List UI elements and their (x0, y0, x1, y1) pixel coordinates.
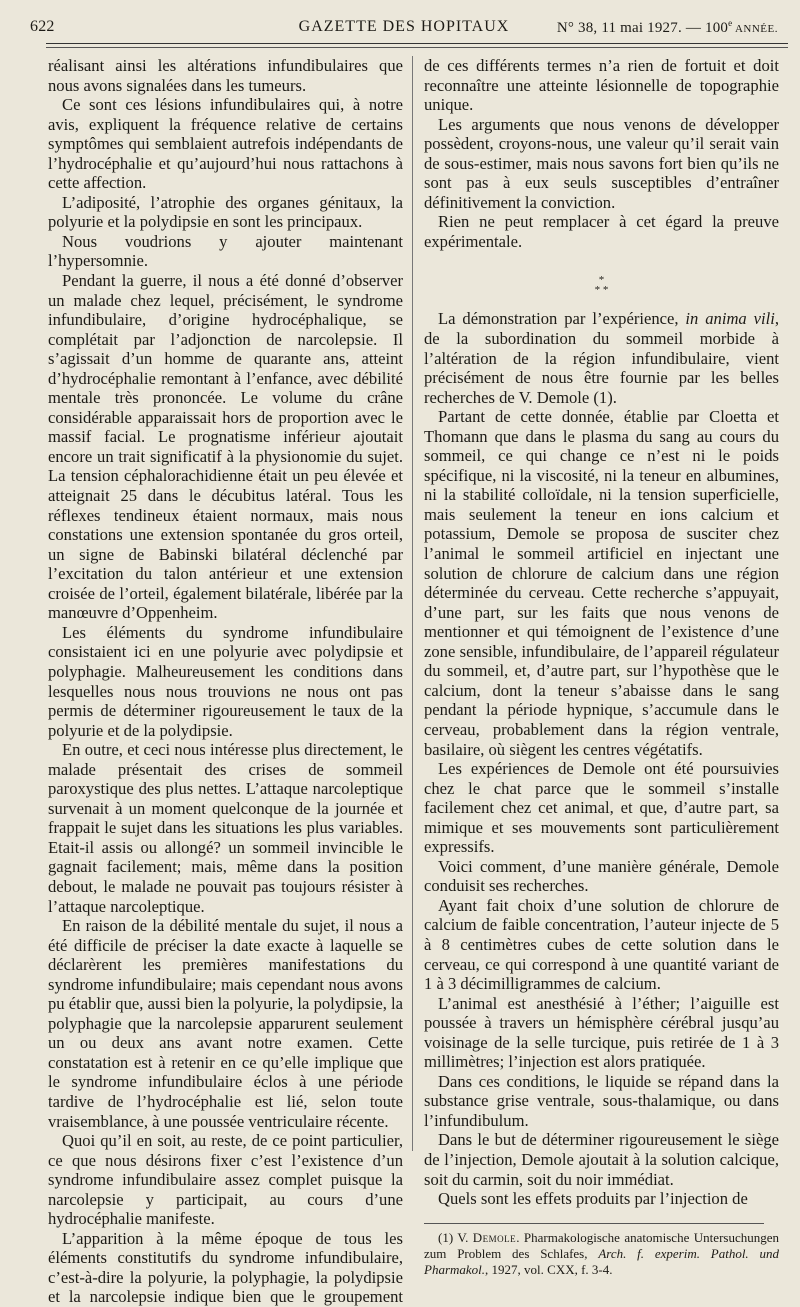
page-number: 622 (30, 18, 55, 35)
right-paragraphs-after (424, 407, 779, 1208)
paragraph: Quoi qu’il en soit, au reste, de ce point particulier, ce que nous désirons fixer c’est l’existence d’un syndrome infundibulaire assez complet puisque la narcolepsie y participait, au cours d’une hydrocéphalie manifeste. (48, 1131, 403, 1229)
section-stars (424, 275, 779, 295)
footnote-journal: Arch. f. experim. Pathol. und Pharmakol. (424, 1245, 779, 1277)
paragraph: L’animal est anesthésié à l’éther; l’aiguille est poussée à travers un hémisphère cérébral jusqu’au voisinage de la selle turcique, puis retirée de 1 à 3 millimètres; l’injection est alors pratiquée. (424, 993, 779, 1072)
paragraph: Voici comment, d’une manière générale, Demole conduisit ses recherches. (424, 856, 779, 896)
journal-title: GAZETTE DES HOPITAUX (298, 18, 510, 35)
paragraph: Ayant fait choix d’une solution de chlorure de calcium de faible concentration, l’auteur injecte de 5 à 8 centimètres cubes de cette solution dans le cerveau, ce qui correspond à une quantité variant de 1 à 3 décimilligrammes de calcium. (424, 895, 779, 994)
issue-year: ANNÉE. (732, 23, 778, 35)
right-paragraphs-before (424, 56, 779, 251)
paragraph: L’adiposité, l’atrophie des organes génitaux, la polyurie et la polydipsie en sont les principaux. (48, 192, 403, 232)
column-divider (412, 56, 413, 1151)
demonstration-paragraph: La démonstration par l’expérience, in anima vili, de la subordination du sommeil morbide à l’altération de la région infundibulaire, vient précisément de nous être fournie par les belles recherches de V. Demole (1). (424, 309, 779, 407)
star-bottom: * * (594, 284, 609, 297)
right-column (424, 56, 779, 1278)
paragraph: Pendant la guerre, il nous a été donné d’observer un malade chez lequel, précisément, le syndrome infundibulaire, d’origine hydrocéphalique, se complétait par l’adjonction de narcolepsie. Il s’agissait d’un homme de quarante ans, atteint d’hydrocéphalie remontant à l’enfance, avec débilité mentale très prononcée. Le volume du crâne considérable apparaissait hors de proportion avec le massif facial. Le prognatisme inférieur ajoutait encore un trait significatif à la physionomie du sujet. La tension céphalorachidienne était un peu élevée et atteignait 25 dans le décubitus latéral. Tous les réflexes tendineux étaient normaux, mais nous constations une extension spontanée du gros orteil, un signe de Babinski bilatéral déclenché par l’excitation du talon antérieur et une extension croisée de l’orteil, également bilatérale, libérée par la manœuvre d’Oppenheim. (48, 271, 403, 623)
paragraph: Les expériences de Demole ont été poursuivies chez le chat parce que le sommeil s’installe facilement chez cet animal, et que, d’autre part, sa mimique et ses mouvements sont particulièrement expressifs. (424, 759, 779, 857)
paragraph: Partant de cette donnée, établie par Cloetta et Thomann que dans le plasma du sang au cours du sommeil, ce qui change ce n’est ni le poids spécifique, ni la viscosité, ni la teneur en albumines, ni la stabilité colloïdale, ni la tension superficielle, mais seulement la teneur en ions calcium et potassium, Demole se proposa de susciter chez l’animal le sommeil artificiel en injectant une solution de chlorure de calcium dans une région déterminée du cerveau. Cette recherche s’appuyait, d’une part, sur les faits que nous venons de mentionner et qui témoignent de l’existence d’une zone sensible, infundibulaire, de l’appareil régulateur du sommeil, et, d’autre part, sur l’hypothèse que le calcium, dont la teneur s’abaisse dans le sang pendant la période hypnique, s’accumule dans le cerveau, probablement dans la région ventrale, basilaire, où siègent les centres végétatifs. (424, 407, 779, 759)
paragraph: Les éléments du syndrome infundibulaire consistaient ici en une polyurie avec polydipsie et polyphagie. Malheureusement les conditions dans lesquelles nous nous trouvions ne nous ont pas permis de déterminer rigoureusement le taux de la polyurie et de la polydipsie. (48, 622, 403, 740)
paragraph: Rien ne peut remplacer à cet égard la preuve expérimentale. (424, 212, 779, 251)
page-header (30, 14, 778, 38)
left-column (48, 56, 403, 1307)
paragraph: de ces différents termes n’a rien de fortuit et doit reconnaître une atteinte lésionnelle de topographie unique. (424, 56, 779, 115)
paragraph: En outre, et ceci nous intéresse plus directement, le malade présentait des crises de sommeil paroxystique des plus nettes. L’attaque narcoleptique survenait à un moment quelconque de la journée et frappait le sujet dans les situations les plus variables. Etait-il assis ou allongé? un sommeil invincible le gagnait facilement; mais, même dans la position debout, le malade ne pouvait pas toujours résister à l’attaque narcoleptique. (48, 740, 403, 916)
paragraph: Nous voudrions y ajouter maintenant l’hypersomnie. (48, 231, 403, 271)
issue-info (557, 18, 778, 37)
paragraph: Ce sont ces lésions infundibulaires qui, à notre avis, expliquent la fréquence relative de certains symptômes qui semblaient autrefois indépendants de l’hydrocéphalie et qu’aujourd’hui nous rattachons à cette affection. (48, 95, 403, 193)
paragraph: L’apparition à la même époque de tous les éléments constitutifs du syndrome infundibulaire, c’est-à-dire la polyurie, la polyphagie, la polydipsie et la narcolepsie indique bien que le groupement (48, 1228, 403, 1307)
header-rule-thin (46, 47, 788, 48)
star-top: * (598, 274, 605, 287)
paragraph: Dans le but de déterminer rigoureusement le siège de l’injection, Demole ajoutait à la solution calcique, soit du carmin, soit du noir immédiat. (424, 1130, 779, 1189)
paragraph: Dans ces conditions, le liquide se répand dans la substance grise ventrale, sous-thalamique, ou dans l’infundibulum. (424, 1071, 779, 1130)
latin-phrase: in anima vili (685, 309, 775, 329)
paragraph: Les arguments que nous venons de développer possèdent, croyons-nous, une valeur qu’il serait vain de sous-estimer, mais nous savons fort bien qu’ils ne sont pas à eux seuls susceptibles d’entraîner définitivement la conviction. (424, 114, 779, 212)
header-rule (46, 43, 788, 44)
footnote-rule (424, 1223, 764, 1224)
issue-sup: e (728, 18, 733, 28)
footnote-author: Demole (472, 1229, 517, 1245)
issue-date: N° 38, 11 mai 1927. — 100 (556, 20, 729, 36)
footnote: (1) V. Demole. Pharmakologische anatomische Untersuchungen zum Problem des Schlafes, Arch. f. experim. Pathol. und Pharmakol., 1927, vol. CXX, f. 3-4. (424, 1229, 779, 1277)
paragraph: En raison de la débilité mentale du sujet, il nous a été difficile de préciser la date exacte à laquelle se déclarèrent les premières manifestations du syndrome infundibulaire; mais cependant nous avons pu établir que, aussi bien la polyurie, la polydipsie, la polyphagie que la narcolepsie apparurent seulement un ou deux ans avant notre examen. Cette constatation est à retenir en ce qu’elle implique que le syndrome infundibulaire éclos à une période tardive de l’hydrocéphalie est lié, selon toute vraisemblance, à une poussée ventriculaire récente. (48, 916, 403, 1131)
paragraph: Quels sont les effets produits par l’injection de (438, 1189, 748, 1209)
paragraph: réalisant ainsi les altérations infundibulaires que nous avons signalées dans les tumeurs. (48, 56, 403, 95)
